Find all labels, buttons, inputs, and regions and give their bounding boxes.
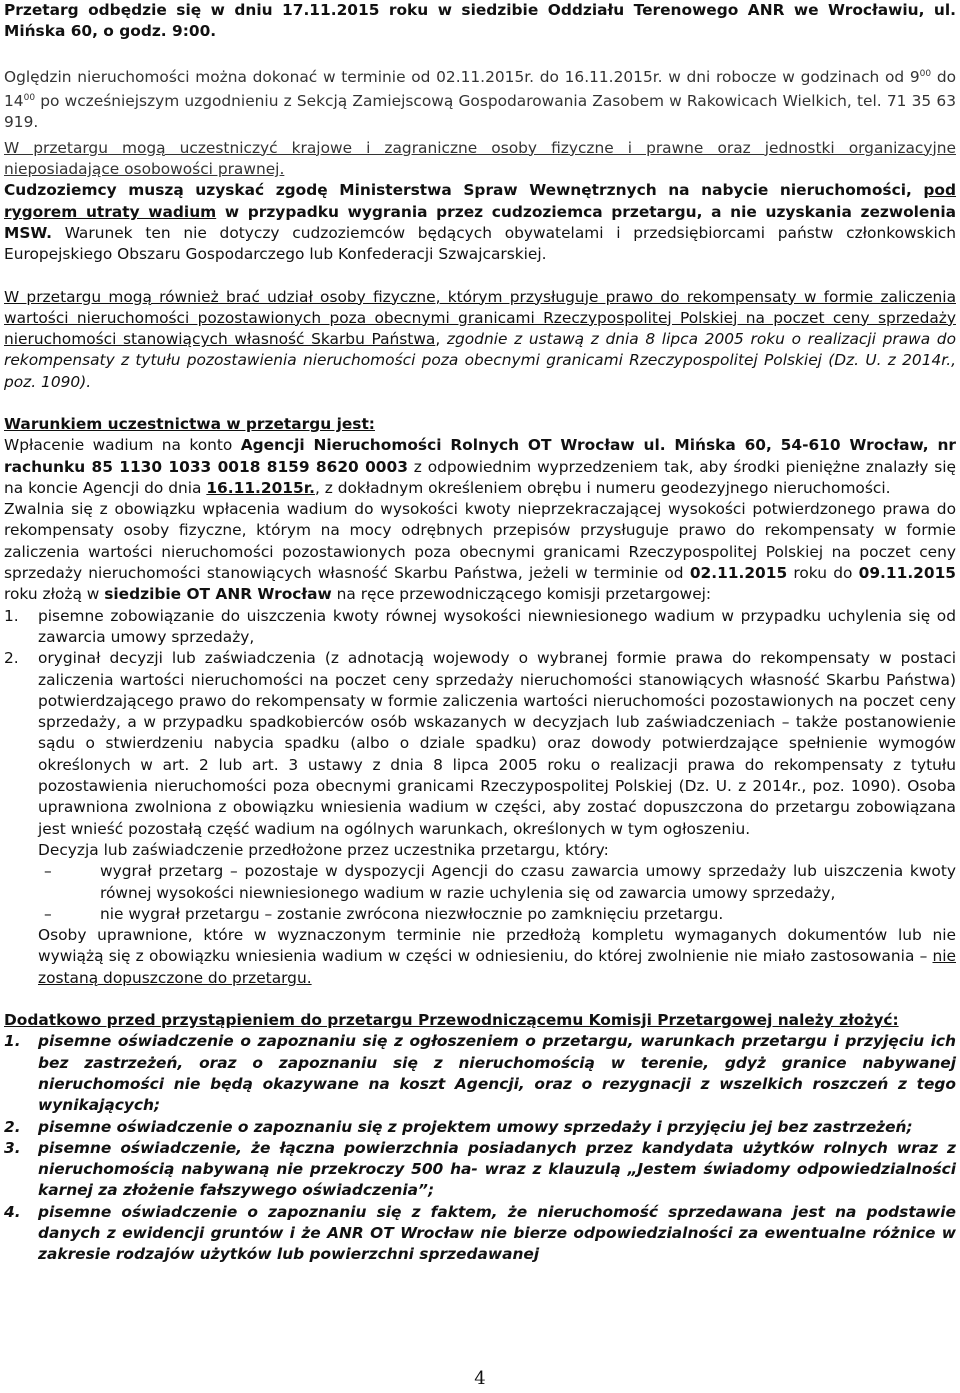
decision-after-underline: nie zostaną dopuszczone do przetargu. — [38, 947, 956, 987]
conditions-heading: Warunkiem uczestnictwa w przetargu jest: — [4, 415, 375, 433]
eligibility-paragraph: W przetargu mogą uczestniczyć krajowe i zagraniczne osoby fizyczne i prawne oraz jednostki organizacyjne nieposiadające osobowości prawnej. — [4, 138, 956, 179]
list-item-number: 2. — [4, 1117, 21, 1136]
list-item — [4, 606, 956, 649]
list-item-text: nie wygrał przetargu – zostanie zwrócona niezwłocznie po zamknięciu przetargu. — [100, 904, 724, 923]
exemption-date-to: 09.11.2015 — [858, 564, 957, 583]
list-item-number: 1. — [4, 606, 19, 625]
compensation-underline: W przetargu mogą również brać udział osoby fizyczne, którym przysługuje prawo do rekompensaty w formie zaliczenia wartości nieruchomości pozostawionych poza obecnymi granicami Rzeczypospolitej Polskiej na poczet ceny sprzedaży nieruchomości stanowiących własność Skarbu Państwa — [4, 287, 956, 349]
conditions-text-1: Wpłacenie wadium na konto — [4, 436, 241, 455]
decision-after — [4, 925, 956, 989]
foreigners-text: Warunek ten nie dotyczy cudzoziemców będących obywatelami i przedsiębiorcami państw członkowskich Europejskiego Obszaru Gospodarczego lub Konfederacji Szwajcarskiej. — [4, 223, 956, 264]
list-item-text: pisemne oświadczenie, że łączna powierzchnia posiadanych przez kandydata użytków rolnych wraz z nieruchomością nabywaną nie przekroczy 500 ha- wraz z klauzulą „Jestem świadomy odpowiedzialności karnej za złożenie fałszywego oświadczenia”; — [38, 1138, 956, 1200]
auction-date-paragraph: Przetarg odbędzie się w dniu 17.11.2015 roku w siedzibie Oddziału Terenowego ANR we Wrocławiu, ul. Mińska 60, o godz. 9:00. — [4, 1, 956, 41]
list-item — [4, 1138, 956, 1202]
list-item-number: 3. — [4, 1138, 21, 1157]
list-item — [4, 1031, 956, 1116]
inspection-sup-1: 00 — [919, 68, 932, 79]
conditions-paragraph — [4, 435, 956, 499]
list-item — [38, 904, 956, 925]
exemption-list — [4, 606, 956, 840]
exemption-text-a: Zwalnia się z obowiązku wpłacenia wadium do wysokości kwoty nieprzekraczającej wysokości potwierdzonego prawa do rekompensaty osoby fizyczne, którym na mocy odrębnych przepisów przysługuje prawo do rekompensaty w formie zaliczenia wartości nieruchomości pozostawionych poza obecnymi granicami Rzeczypospolitej Polskiej na poczet ceny sprzedaży nieruchomości stanowiących własność Skarbu Państwa, jeżeli w terminie od — [4, 500, 956, 583]
conditions-account: Agencji Nieruchomości Rolnych OT Wrocław ul. Mińska 60, 54-610 Wrocław, nr rachunku 85 1130 1033 0018 8159 8620 0003 — [4, 436, 956, 476]
list-item — [38, 861, 956, 904]
decision-list — [4, 861, 956, 925]
inspection-text-a: Oględzin nieruchomości można dokonać w terminie od 02.11.2015r. do 16.11.2015r. w dni robocze w godzinach od 9 — [4, 67, 920, 86]
exemption-text-b: roku do — [787, 564, 859, 583]
inspection-sup-2: 00 — [23, 93, 36, 104]
decision-after-text: Osoby uprawnione, które w wyznaczonym terminie nie przedłożą kompletu wymaganych dokumentów lub nie wywiążą się z obowiązku wniesienia wadium w części w odniesieniu, do której zwolnienie nie miało zastosowania – — [38, 926, 956, 966]
decision-intro: Decyzja lub zaświadczenie przedłożone przez uczestnika przetargu, który: — [38, 840, 609, 859]
inspection-paragraph — [4, 64, 956, 134]
foreigners-bold-2: w przypadku wygrania przez cudzoziemca przetargu, a nie uzyskania zezwolenia MSW. — [4, 202, 956, 242]
list-item-number: 1. — [4, 1032, 21, 1051]
list-item-number: 2. — [4, 649, 19, 668]
foreigners-space — [912, 181, 924, 199]
inspection-text-c: po wcześniejszym uzgodnieniu z Sekcją Zamiejscową Gospodarowania Zasobem w Rakowicach Wielkich, tel. 71 35 63 919. — [4, 92, 956, 132]
list-item — [4, 648, 956, 840]
exemption-text-d: na ręce przewodniczącego komisji przetargowej: — [331, 585, 712, 604]
list-item-text: pisemne oświadczenie o zapoznaniu się z faktem, że nieruchomość sprzedawana jest na podstawie danych z ewidencji gruntów i że ANR OT Wrocław nie bierze odpowiedzialności za ewentualne różnice w zakresie rodzajów użytków lub powierzchni sprzedawanej — [38, 1202, 956, 1264]
list-item-text: pisemne oświadczenie o zapoznaniu się z projektem umowy sprzedaży i przyjęciu jej bez zastrzeżeń; — [38, 1117, 913, 1136]
conditions-deadline: 16.11.2015r. — [206, 478, 315, 497]
compensation-italic: zgodnie z ustawą z dnia 8 lipca 2005 roku o realizacji prawa do rekompensaty z tytułu pozostawienia nieruchomości poza obecnymi granicami Rzeczypospolitej Polskiej (Dz. U. z 2014r., poz. 1090). — [4, 330, 956, 391]
exemption-date-from: 02.11.2015 — [689, 564, 788, 583]
list-item-text: wygrał przetarg – pozostaje w dyspozycji Agencji do czasu zawarcia umowy sprzedaży lub uiszczenia kwoty równej wysokości niewniesionego wadium w razie uchylenia się od zawarcia umowy sprzedaży, — [100, 862, 956, 902]
foreigners-underline: pod rygorem utraty wadium — [4, 181, 956, 221]
list-item-text: pisemne oświadczenie o zapoznaniu się z ogłoszeniem o przetargu, warunkach przetargu i przyjęciu ich bez zastrzeżeń, oraz o zapoznaniu się z nieruchomością w terenie, gdyż granice nabywanej nieruchomości nie będą okazywane na koszt Agencji, oraz o rezygnacji z wszelkich roszczeń z tego wynikających; — [38, 1032, 956, 1115]
compensation-comma: , — [435, 330, 447, 349]
list-item-text: pisemne zobowiązanie do uiszczenia kwoty równej wysokości niewniesionego wadium w przypadku uchylenia się od zawarcia umowy sprzedaży, — [38, 606, 956, 646]
dash-marker: – — [44, 862, 52, 881]
exemption-text-c: roku złożą w — [4, 585, 105, 604]
list-item-text: oryginał decyzji lub zaświadczenia (z adnotacją wojewody o wybranej formie prawa do rekompensaty w postaci zaliczenia wartości nieruchomości na poczet ceny sprzedaży nieruchomości stanowiących własność Skarbu Państwa) potwierdzającego prawo do rekompensaty w formie zaliczenia wartości nieruchomości pozostawionych na poczet ceny sprzedaży, a w przypadku spadkobierców osób wskazanych w decyzjach lub zaświadczeniach – także postanowienie sądu o stwierdzeniu nabycia spadku (albo o dziale spadku) oraz dowody potwierdzające spełnienie wymogów określonych w art. 2 lub art. 3 ustawy z dnia 8 lipca 2005 roku o realizacji prawa do rekompensaty z tytułu pozostawienia nieruchomości poza obecnymi granicami Rzeczypospolitej Polskiej (Dz. U. z 2014r., poz. 1090). Osoba uprawniona zwolniona z obowiązku wniesienia wadium w części, aby zostać dopuszczona do przetargu zobowiązana jest wnieść pozostałą część wadium na ogólnych warunkach, określonych w tym ogłoszeniu. — [38, 649, 956, 838]
inspection-text-b: do 14 — [4, 67, 957, 111]
conditions-text-3: , z dokładnym określeniem obrębu i numeru geodezyjnego nieruchomości. — [314, 478, 891, 497]
conditions-text-2: z odpowiednim wyprzedzeniem tak, aby środki pieniężne znalazły się na koncie Agencji do dnia — [4, 457, 957, 497]
foreigners-bold-1: Cudzoziemcy muszą uzyskać zgodę Ministerstwa Spraw Wewnętrznych na nabycie nieruchomości, — [4, 181, 912, 200]
list-item — [4, 1202, 956, 1266]
dash-marker: – — [44, 904, 52, 923]
list-item — [4, 1117, 956, 1138]
exemption-paragraph — [4, 499, 956, 605]
exemption-place: siedzibie OT ANR Wrocław — [104, 585, 332, 604]
compensation-paragraph — [4, 287, 956, 393]
list-item-number: 4. — [4, 1202, 21, 1221]
additional-list — [4, 1031, 956, 1265]
page-number: 4 — [474, 1368, 486, 1389]
foreigners-paragraph — [4, 180, 956, 265]
additional-heading: Dodatkowo przed przystąpieniem do przetargu Przewodniczącemu Komisji Przetargowej należy złożyć: — [4, 1011, 899, 1030]
